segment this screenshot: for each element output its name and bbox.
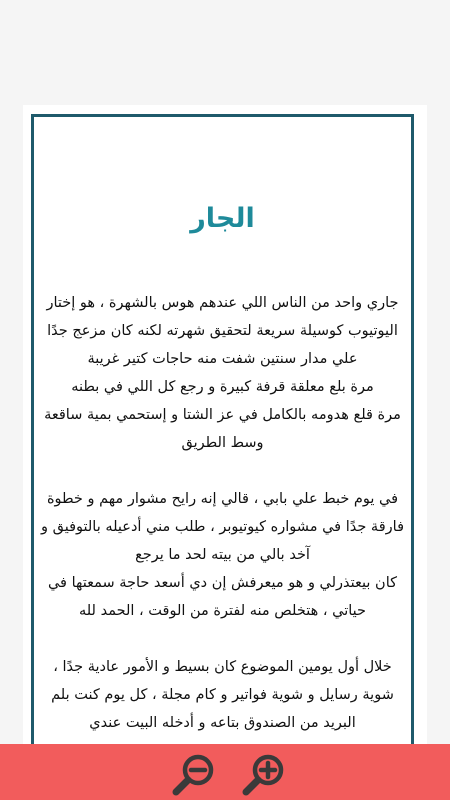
zoom-out-icon: [170, 750, 218, 798]
story-paragraph: جاري واحد من الناس اللي عندهم هوس بالشهرة ، هو إختار اليوتيوب كوسيلة سريعة لتحقيق شهرته لكنه كان مزعج جدًا علي مدار سنتين شفت منه حاجات كتير غريبة مرة بلع معلقة قرفة كبيرة و رجع كل اللي في بطنه مرة قلع هدومه بالكامل في عز الشتا و إستحمي بمية ساقعة وسط الطريق: [44, 295, 401, 451]
story-paragraph: في يوم خبط علي بابي ، قالي إنه رايح مشوار مهم و خطوة فارقة جدًا في مشواره كيوتيوبر ، طلب مني أدعيله بالتوفيق و آخد بالي من بيته لحد ما يرجع كان بيعتذرلي و هو ميعرفش إن دي أسعد حاجة سمعتها في حياتي ، هتخلص منه لفترة من الوقت ، الحمد لله: [40, 491, 404, 619]
story-frame: [31, 114, 414, 800]
zoom-in-button[interactable]: [240, 750, 288, 798]
story-title: الجار: [190, 203, 255, 234]
story-page: [23, 105, 427, 800]
zoom-in-icon: [240, 750, 288, 798]
zoom-out-button[interactable]: [170, 750, 218, 798]
story-body[interactable]: [40, 289, 405, 765]
zoom-toolbar: [0, 744, 450, 800]
story-paragraph: خلال أول يومين الموضوع كان بسيط و الأمور عادية جدًا ، شوية رسايل و شوية فواتير و كام مجلة ، كل يوم كنت بلم البريد من الصندوق بتاعه و أدخله البيت عندي: [51, 659, 394, 731]
